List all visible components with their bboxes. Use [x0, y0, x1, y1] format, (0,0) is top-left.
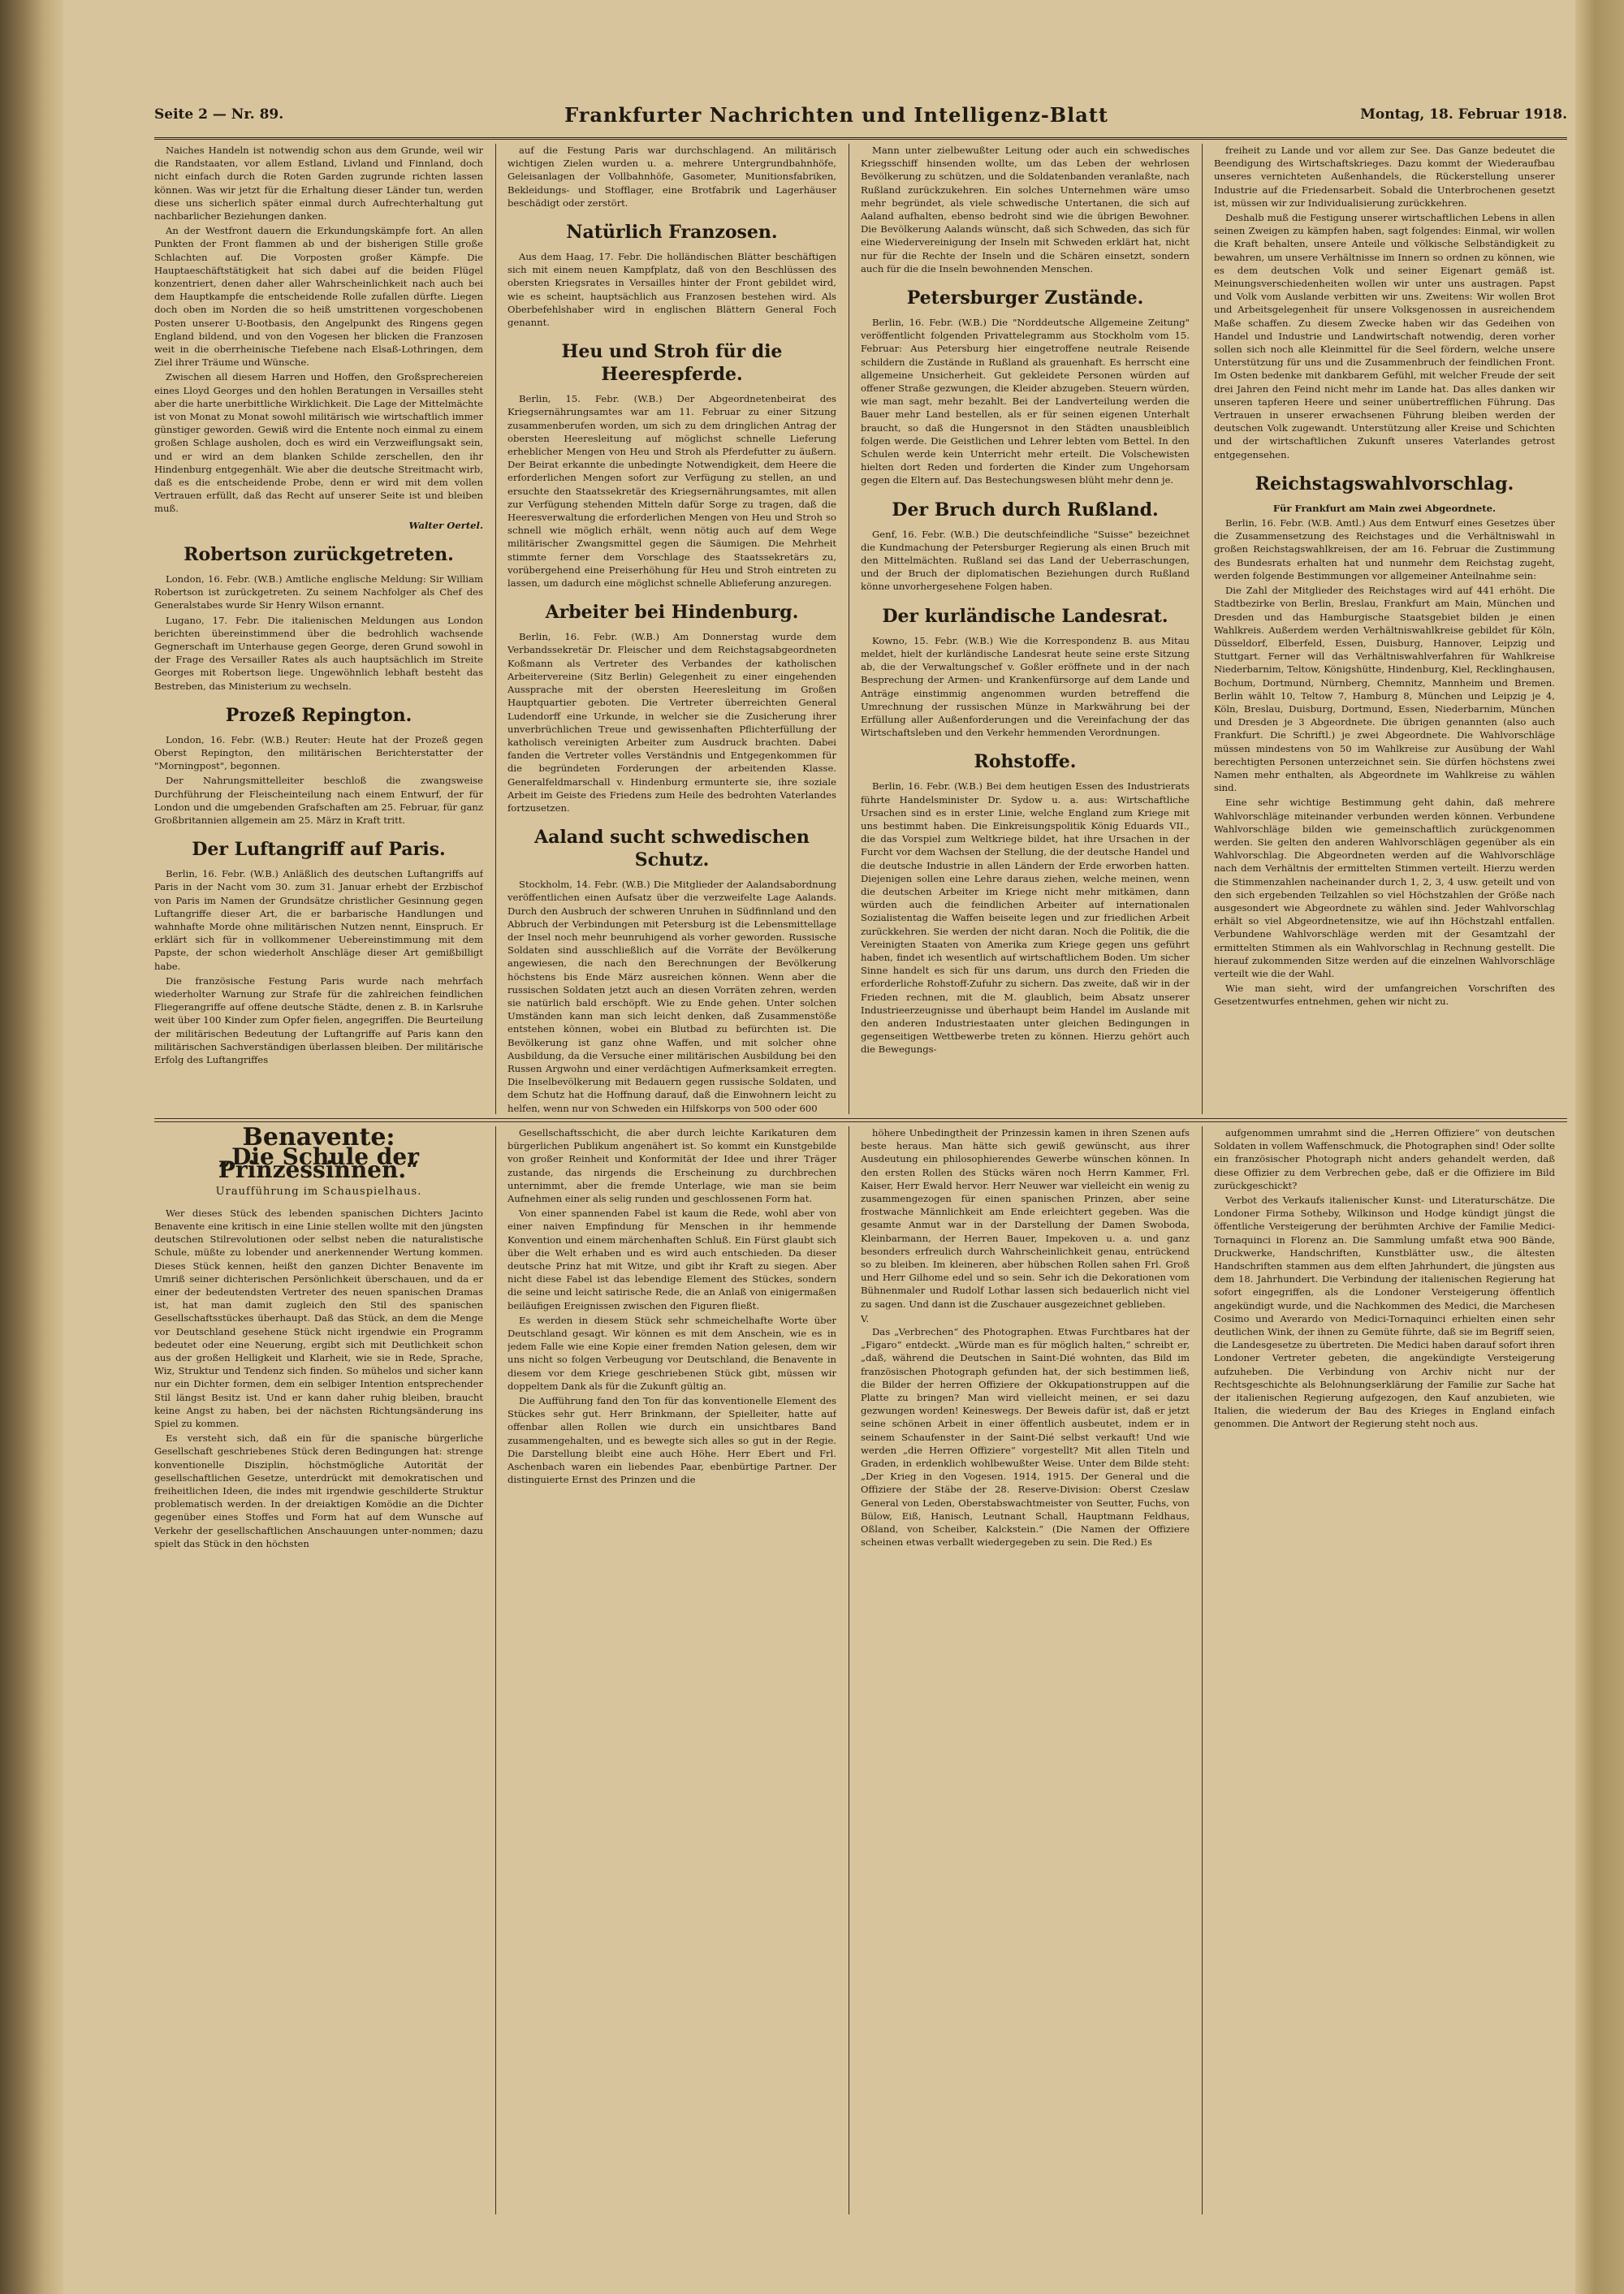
headline-robertson: Robertson zurückgetreten. — [184, 543, 454, 565]
article-text: Berlin, 16. Febr. (W.B.) Die "Norddeutsche Allgemeine Zeitung" veröffentlicht folgenden Privattelegramm aus Stockholm vom 15. Februar: Aus Petersburg hier eingetroffene neutrale Reisende schildern die Zustände in Rußland als grauenhaft. Es herrscht eine allgemeine Unsicherheit. Gut gekleidete Personen würden auf offener Straße gezwungen, die Kleider abzugeben. Steuern würden, wie man sagt, mehr bezahlt. Bei der Landverteilung werden die Bauer mehr Land bestellen, als er für seinen eigenen Unterhalt braucht, so daß die Hungersnot in den Städten unausbleiblich folgen werde. Die Geistlichen und Lehrer lebten vom Bettel. In den Schulen werde kein Unterricht mehr erteilt. Die Volschewisten hielten dort Reden und forderten die Kinder zum Ungehorsam gegen die Eltern auf. Das Bestechungswesen blüht mehr denn je. — [861, 317, 1190, 486]
article-text: Genf, 16. Febr. (W.B.) Die deutschfeindliche "Suisse" bezeichnet die Kundmachung der Petersburger Regierung als einen Bruch mit den Mittelmächten. Rußland sei das Land der Ueberraschungen, und der Bruch der diplomatischen Beziehungen durch Rußland könne unvorhergesehene Folgen haben. — [861, 528, 1190, 593]
article-text: Lugano, 17. Febr. Die italienischen Meldungen aus London berichten übereinstimmend über die bedrohlich wachsende Gegnerschaft im Unterhause gegen George, deren Grund sowohl in der Frage des Versailler Rates als auch hauptsächlich im Streite Georges mit Robertson liege. Ungewöhnlich lebhaft besteht das Bestreben, das Ministerium zu wechseln. — [154, 614, 483, 692]
article-text: höhere Unbedingtheit der Prinzessin kamen in ihren Szenen aufs beste heraus. Man hätte sich gewiß gewünscht, aus ihrer Ausdeutung ein philosophierendes Gewerbe wünschen können. In den ersten Rollen des Stücks wären noch Herrn Kammer, Frl. Kaiser, Herr Ewald hervor. Herr Neuwer war vielleicht ein wenig zu zusammengezogen für einen spanischen Prinzen, aber seine frostwache Männlichkeit am Ende erleichtert gegeben. Was die gesamte Anmut war in der Darstellung der Damen Swoboda, Kleinbarmann, der Herren Bauer, Impekoven u. a. und ganz besonders erfreulich durch Wahrscheinlichkeit genau, entrückend so zu bleiben. Im kleineren, aber hübschen Rollen sahen Frl. Groß und Herr Gilhome edel und so sein. Sehr ich die Dekorationen vom Bühnenmaler und Rudolf Lothar lassen sich bedauerlich nicht viel zu sagen. Und dann ist die Zuschauer ausgezeichnet geblieben. — [861, 1127, 1190, 1310]
column-3 — [861, 144, 1190, 1114]
feuilleton-column-4 — [1214, 1126, 1555, 2214]
column-2 — [508, 144, 836, 1114]
article-text: London, 16. Febr. (W.B.) Amtliche englische Meldung: Sir William Robertson ist zurückgetreten. Zu seinem Nachfolger als Chef des Generalstabes wurde Sir Henry Wilson ernannt. — [154, 572, 483, 611]
column-1 — [154, 144, 483, 1114]
feuilleton-column-2 — [508, 1126, 836, 2214]
page-header — [154, 102, 1567, 140]
issue-date: Montag, 18. Februar 1918. — [1360, 106, 1567, 123]
page-number: Seite 2 — Nr. 89. — [154, 106, 284, 123]
article-text: Berlin, 16. Febr. (W.B.) Bei dem heutigen Essen des Industrierats führte Handelsminister Dr. Sydow u. a. aus: Wirtschaftliche Ursachen sind es in erster Linie, welche England zum Kriege mit uns bestimmt haben. Die Einkreisungspolitik König Eduards VII., die das Vorspiel zum Weltkriege bildet, hat ihre Ursachen in der Furcht vor dem Wachsen der Stellung, die der deutsche Handel und die deutsche Industrie in allen Ländern der Erde erworben hatten. Diejenigen sollen eine Lehre daraus ziehen, welche meinen, wenn die deutschen Arbeiter im Kriege nicht mehr mitkämen, dann würden auch die feindlichen Arbeiter auf internationalen Sozialistentag die Waffen beiseite legen und zur friedlichen Arbeit zurückkehren. Sie werden der nicht daran. Noch die Politik, die die Vereinigten Staaten von Amerika zum Kriege gegen uns geführt haben, findet ich wesentlich auf wirtschaftlichem Boden. Um sicher Sinne handelt es sich für uns darum, uns durch den Frieden die erforderliche Rohstoff-Zufuhr zu sichern. Das zweite, daß wir in der Frieden rechnen, mit die M. glaublich, beim Absatz unserer Industrieerzeugnisse und überhaupt beim Handel im Auslande mit den anderen Industriestaaten unter gleichen Bedingungen in gegenseitigen Wettbewerbe treten zu können. Hierzu gehört auch die Bewegungs- — [861, 780, 1190, 1056]
headline-kurland: Der kurländische Landesrat. — [882, 605, 1168, 627]
newspaper-page — [154, 102, 1567, 2229]
next-page-edge — [1575, 0, 1624, 2294]
headline-petersburg: Petersburger Zustände. — [906, 287, 1144, 309]
article-text: aufgenommen umrahmt sind die „Herren Offiziere“ von deutschen Soldaten in vollem Waffenschmuck, die Photographen sind! Oder sollte ein französischer Photograph nicht anders gehandelt werden, daß diese Offizier zu dem Verbrechen gebe, daß er die Offiziere im Bild zurückgeschickt? — [1214, 1127, 1555, 1191]
article-text: Mann unter zielbewußter Leitung oder auch ein schwedisches Kriegsschiff hinsenden wollte, um das Leben der wehrlosen Bevölkerung zu schützen, und die Soldatenbanden veranlaßte, nach Rußland zurückzukehren. Ein solches Unternehmen wäre umso mehr begründet, als viele schwedische Untertanen, die sich auf Aaland aufhalten, ebenso bedroht sind wie die übrigen Bewohner. Die Bevölkerung Aalands wünscht, daß sich Schweden, das sich für eine Wiedervereinigung der Inseln mit Schweden erklärt hat, nicht nur für die Rechte der Inseln und die Schären einsetzt, sondern auch für die die Inseln bewohnenden Menschen. — [861, 145, 1190, 274]
book-binding — [0, 0, 63, 2294]
article-text: Wer dieses Stück des lebenden spanischen Dichters Jacinto Benavente eine kritisch in eine Linie stellen wollte mit den jüngsten deutschen Stilrevolutionen oder selbst neben die naturalistische Schule, müßte zu lobender und anerkennender Wertung kommen. Dieses Stück kennen, heißt den ganzen Dichter Benavente im Umriß seiner dichterischen Persönlichkeit überschauen, und da er einer der bedeutendsten Vertreter des neuen spanischen Dramas ist, hat man damit zugleich den Stil des spanischen Gesellschaftsstückes überhaupt. Daß das Stück, an dem die Menge vor Deutschland gesehene Stück nicht irgendwie ein Programm bedeutet oder eine Neuerung, ergibt sich mit Deutlichkeit schon aus der großen Helligkeit und Klarheit, wie sie in Rede, Sprache, Wiz, Struktur und Tendenz sich finden. So mühelos und sicher kann nur ein Dichter formen, dem ein selbiger Intention entsprechender Stil längst Besitz ist. Und er kann daher ruhig bleiben, braucht keine Angst zu haben, bei der nächsten Richtungsänderung ins Spiel zu kommen. — [154, 1207, 483, 1430]
headline-repington: Prozeß Repington. — [225, 704, 412, 726]
article-text: Berlin, 15. Febr. (W.B.) Der Abgeordnetenbeirat des Kriegsernährungsamtes war am 11. Februar zu einer Sitzung zusammenberufen worden, um sich zu dem dringlichen Antrag der obersten Heeresleitung auf möglichst schnelle Lieferung erheblicher Mengen von Heu und Stroh als Pferdefutter zu äußern. Der Beirat erkannte die unbedingte Notwendigkeit, dem Heere die erforderlichen Mengen sofort zur Verfügung zu stellen, an und ersuchte den Staatssekretär des Kriegsernährungsamtes, mit allen zur Verfügung stehenden Mitteln dafür Sorge zu tragen, daß die Heeresverwaltung die erforderlichen Mengen von Heu und Stroh so schnell wie möglich erhält, wenn nötig auch auf dem Wege militärischer Zwangsmittel gegen die Säumigen. Die Mehrheit stimmte ferner dem Vorschlage des Staatssekretärs zu, vorübergehend eine Preiserhöhung für Heu und Stroh eintreten zu lassen, um dadurch eine möglichst schnelle Ablieferung anzuregen. — [508, 393, 836, 590]
column-4 — [1214, 144, 1555, 1114]
column-rule — [1202, 1126, 1203, 2214]
article-text: Es versteht sich, daß ein für die spanische bürgerliche Gesellschaft geschriebenes Stück deren Bedingungen hat: strenge konventionelle Disziplin, höchstmögliche Autorität der gesellschaftlichen Gesetze, unterdrückt mit demokratischen und freiheitlichen Ideen, die indes mit irgendwie geschilderte Struktur problematisch werden. In der dreiaktigen Komödie an die Dichter gegenüber eines Stoffes und Form hat auf dem Wunsche auf Verkehr der gesellschaftlichen Anschauungen unter-nommen; dazu spielt das Stück in den höchsten — [154, 1432, 483, 1549]
feuilleton-subtitle: Uraufführung im Schauspielhaus. — [215, 1185, 422, 1198]
article-text: Deshalb muß die Festigung unserer wirtschaftlichen Lebens in allen seinen Zweigen zu kämpfen haben, sagt folgendes: Einmal, wir wollen die Kraft behalten, unsere Anteile und völkische Selbständigkeit zu bewahren, um unsere Verhältnisse im Innern so ordnen zu können, wie es dem deutschen Volk und seiner Eigenart gemäß ist. Meinungsverschiedenheiten wollen wir unter uns austragen. Papst und Volk vom Auslande verbitten wir uns. Zweitens: Wir wollen Brot und Arbeitsgelegenheit für unsere Volksgenossen in ausreichendem Maße schaffen. Zu diesem Zwecke haben wir das Gedeihen von Handel und Industrie und Landwirtschaft notwendig, deren vorher sollen sich noch alle Kleinmittel für die Seel fördern, welche unsere Unterstützung für uns und die Zusammenbruch der feindlichen Front. Im Osten bedenke mit dankbarem Gefühl, mit welcher Freude der seit drei Jahren den Feind nicht mehr im Lande hat. Das alles danken wir unseren tapferen Heere und seiner unübertrefflichen Führung. Das Vertrauen in unserer erwachsenen Führung bleiben werden der deutschen Volk zugewandt. Unterstützung aller Kreise und Schichten und der wirtschaftlichen Zukunft unseres Vaterlandes getrost entgegensehen. — [1214, 212, 1555, 460]
article-text: London, 16. Febr. (W.B.) Reuter: Heute hat der Prozeß gegen Oberst Repington, den militärischen Berichterstatter der "Morningpost", begonnen. — [154, 733, 483, 772]
article-text: Aus dem Haag, 17. Febr. Die holländischen Blätter beschäftigen sich mit einem neuen Kampfplatz, daß von den Beschlüssen des obersten Kriegsrates in Versailles hinter der Front gebildet wird, wie es scheint, hauptsächlich aus Franzosen bestehen wird. Als Oberbefehlshaber wird in englischen Blättern General Foch genannt. — [508, 251, 836, 329]
headline-heu-stroh: Heu und Stroh für die Heerespferde. — [561, 341, 783, 386]
article-text: auf die Festung Paris war durchschlagend. An militärisch wichtigen Zielen wurden u. a. mehrere Untergrundbahnhöfe, Geleisanlagen der Vollbahnhöfe, Gasometer, Munitionsfabriken, Bekleidungs- und Stofflager, eine Brotfabrik und Lagerhäuser beschädigt oder zerstört. — [508, 145, 836, 209]
feuilleton-column-3 — [861, 1126, 1190, 2214]
article-text: Von einer spannenden Fabel ist kaum die Rede, wohl aber von einer naiven Empfindung für Menschen in ihr hemmende Konvention und einem märchenhaften Schluß. Ein Fürst glaubt sich über die Welt erhaben und es wird auch entschieden. Da dieser deutsche Prinz hat mit Witze, und gibt ihr Kraft zu siegen. Aber nicht diese Fabel ist das lebendige Element des Stückes, sondern die seine und leicht satirische Rede, die an Anlaß von einigermaßen beiläufigen Ereignissen zwischen den Figuren fließt. — [508, 1207, 836, 1311]
column-rule — [495, 1126, 496, 2214]
feuilleton-play-title: „Die Schule der Prinzessinnen.“ — [218, 1143, 420, 1184]
article-text: Es werden in diesem Stück sehr schmeichelhafte Worte über Deutschland gesagt. Wir können es mit dem Anschein, wie es in jedem Falle wie eine Kopie einer fremden Nation gelesen, dem wir uns nicht so folgen Verbeugung vor Deutschland, die Benavente in diesem vor dem Kriege geschriebenen Stück gibt, müssen wir doppeltem Dank als für die Zukunft gültig an. — [508, 1314, 836, 1392]
article-text: Berlin, 16. Febr. (W.B. Amtl.) Aus dem Entwurf eines Gesetzes über die Zusammensetzung des Reichstages und die Verhältniswahl in großen Reichstagswahlkreisen, der am 16. Februar die Zustimmung des Bundesrats erhalten hat und nunmehr dem Reichstag zugeht, werden folgende Bestimmungen vor allgemeiner Anteilnahme sein: — [1214, 517, 1555, 581]
feuilleton-column-1 — [154, 1126, 483, 2214]
headline-franzosen: Natürlich Franzosen. — [566, 222, 778, 244]
article-text: An der Westfront dauern die Erkundungskämpfe fort. An allen Punkten der Front flammen ab und der bisherigen Stille große Schlachten auf. Die Vorposten großer Kämpfe. Die Hauptaeschäftstätigkeit hat sich dabei auf die beiden Flügel konzentriert, denen daher aller Wahrscheinlichkeit nach auch bei dem Hauptkampfe die entscheidende Rolle zufallen dürfte. Liegen doch oben im Norden die so heiß umstrittenen vorgeschobenen Posten unserer U-Bootbasis, den Angelpunkt des Ringens gegen England bildend, und von den Vogesen her blicken die Franzosen weit in die oberrheinische Tiefebene nach Elsaß-Lothringen, dem Ziel ihrer Träume und Wünsche. — [154, 225, 483, 369]
article-subhead: Für Frankfurt am Main zwei Abgeordnete. — [1272, 502, 1497, 514]
headline-bruch: Der Bruch durch Rußland. — [892, 499, 1159, 521]
newspaper-title: Frankfurter Nachrichten und Intelligenz-Blatt — [564, 103, 1108, 127]
article-text: Der Nahrungsmittelleiter beschloß die zwangsweise Durchführung der Fleischeinteilung nach einem Entwurf, der für London und die umgebenden Grafschaften am 25. Februar, für ganz Großbritannien allgemein am 25. März in Kraft tritt. — [154, 775, 483, 826]
column-rule — [495, 144, 496, 1114]
reviewer-signature: V. — [861, 1312, 870, 1324]
article-text: Die französische Festung Paris wurde nach mehrfach wiederholter Warnung zur Strafe für die zahlreichen feindlichen Fliegerangriffe auf offene deutsche Städte, denen z. B. in Karlsruhe weit über 100 Kinder zum Opfer fielen, angegriffen. Die Beurteilung der militärischen Bedeutung der Luftangriffe auf Paris kann den militärischen Sachverständigen überlassen bleiben. Der militärische Erfolg des Luftangriffes — [154, 974, 483, 1065]
article-text: Die Zahl der Mitglieder des Reichstages wird auf 441 erhöht. Die Stadtbezirke von Berlin, Breslau, Frankfurt am Main, München und Dresden und das Hamburgische Staatsgebiet bilden je einen Wahlkreis. Außerdem werden Verhältniswahlkreise gebildet für Köln, Düsseldorf, Elberfeld, Essen, Duisburg, Hannover, Leipzig und Stuttgart. Ferner will das Verhältniswahlverfahren für Wahlkreise Niederbarnim, Teltow, Königshütte, Hindenburg, Kiel, Recklinghausen, Bochum, Dortmund, Nürnberg, Chemnitz, Mannheim und Bremen. Berlin wählt 10, Teltow 7, Hamburg 8, München und Leipzig je 4, Köln, Breslau, Duisburg, Dortmund, Essen, Niederbarnim, München und Dresden je 3 Abgeordnete. Die übrigen genannten (also auch Frankfurt. Die Schriftl.) je zwei Abgeordnete. Die Wahlvorschläge müssen mindestens von 50 im Wahlkreise zur Ausübung der Wahl berechtigten Personen unterzeichnet sein. Sie dürfen höchstens zwei Namen mehr enthalten, als Abgeordnete im Wahlkreise zu wählen sind. — [1214, 585, 1555, 794]
headline-aaland: Aaland sucht schwedischen Schutz. — [534, 827, 810, 871]
article-text: Naiches Handeln ist notwendig schon aus dem Grunde, weil wir die Randstaaten, vor allem Estland, Livland und Finnland, doch nicht einfach durch die Roten Garden zugrunde richten lassen können. Was wir jetzt für die Erhaltung dieser Länder tun, werden diese uns sicherlich später einmal durch Aufrechterhaltung gut nachbarlicher Beziehungen danken. — [154, 145, 483, 222]
article-text: Die Aufführung fand den Ton für das konventionelle Element des Stückes sehr gut. Herr Brinkmann, der Spielleiter, hatte auf offenbar allen Rollen wie durch ein unsichtbares Band zusammengehalten, und es bewegte sich alles so gut in der Regie. Die Darstellung bleibt eine auch Höhe. Herr Ebert und Frl. Aschenbach waren ein liebendes Paar, ebenbürtige Partner. Der distinguierte Ernst des Prinzen und die — [508, 1395, 836, 1486]
article-text: freiheit zu Lande und vor allem zur See. Das Ganze bedeutet die Beendigung des Wirtschaftskrieges. Dazu kommt der Wiederaufbau unseres vernichteten Außenhandels, die Rückerstellung unserer Industrie auf die Friedensarbeit. Sobald die Unterbrochenen gesetzt ist, müssen wir zur Individualisierung zurückkehren. — [1214, 145, 1555, 209]
headline-rohstoffe: Rohstoffe. — [974, 751, 1077, 773]
author-signature: Walter Oertel. — [408, 519, 483, 531]
article-text: Stockholm, 14. Febr. (W.B.) Die Mitglieder der Aalandsabordnung veröffentlichen einen Aufsatz über die verzweifelte Lage Aalands. Durch den Ausbruch der schweren Unruhen in Südfinnland und den Abbruch der Verbindungen mit Petersburg ist die Lebensmittellage der Insel noch mehr beunruhigend als vorher geworden. Russische Soldaten sind ausschließlich auf die Vorräte der Bevölkerung angewiesen, die nach den Berechnungen der Bevölkerung höchstens bis Ende März ausreichen können. Wenn aber die russischen Soldaten jetzt auch an diesen Vorräten zehren, werden sie natürlich bald erschöpft. Wie zu Ende gehen. Unter solchen Umständen kann man sich leicht denken, daß Zusammenstöße entstehen können, wobei ein Blutbad zu befürchten ist. Die Bevölkerung ist ganz ohne Waffen, und mit solcher ohne Ausbildung, da die Versuche einer militärischen Ausbildung bei den Russen Argwohn und einer verdächtigen Aufmerksamkeit erregten. Die Inselbevölkerung mit Bedauern gegen russische Soldaten, und dem Schutz hat die Hoffnung darauf, daß die Einwohnern leicht zu helfen, wenn nur von Schweden ein Hilfskorps von 500 oder 600 — [508, 879, 836, 1114]
headline-arbeiter: Arbeiter bei Hindenburg. — [545, 602, 799, 624]
article-text: Wie man sieht, wird der umfangreichen Vorschriften des Gesetzentwurfes entnehmen, gehen wir nicht zu. — [1214, 983, 1555, 1008]
article-text: Verbot des Verkaufs italienischer Kunst- und Literaturschätze. Die Londoner Firma Sotheby, Wilkinson und Hodge kündigt jüngst die öffentliche Versteigerung der berühmten Archive der Familie Medici-Tornaquinci in Florenz an. Die Sammlung umfaßt etwa 900 Bände, Druckwerke, Handschriften, Kunstblätter usw., die ältesten Handschriften stammen aus dem elften Jahrhundert, die jüngsten aus dem 18. Jahrhundert. Die Verbindung der italienischen Regierung hat sofort eingegriffen, als die Londoner Versteigerung öffentlich angekündigt wurde, und die Nachkommen des Medici, die Marchesen Cosimo und Averardo von Medici-Tornaquinci erhielten einen sehr deutlichen Wink, der ihnen zu Gemüte führte, daß sie im Begriff seien, die Landesgesetze zu übertreten. Die Medici haben darauf sofort ihren Londoner Vertreter gebeten, die angekündigte Versteigerung aufzuheben. Die Verbindung von Archiv nicht nur der Rechtsgeschichte als Belohnungserklärung der Familie zur Sache hat der italienischen Regierung aufgezogen, den Kauf anzubieten, wie Italien, die wiederum der Bau des Krieges in England einfach genommen. Die Antwort der Regierung steht noch aus. — [1214, 1195, 1555, 1430]
article-text: Berlin, 16. Febr. (W.B.) Anläßlich des deutschen Luftangriffs auf Paris in der Nacht vom 30. zum 31. Januar erhebt der Erzbischof von Paris im Namen der Grundsätze christlicher Gesinnung gegen Luftangriffe dieser Art, die er barbarische Handlungen und wahnhafte Morde ohne militärischen Nutzen nennt, Einspruch. Er erklärt sich für in vollkommener Uebereinstimmung mit dem Papste, der schon wiederholt Anschläge dieser Art gemißbilligt habe. — [154, 868, 483, 972]
article-text: Das „Verbrechen“ des Photographen. Etwas Furchtbares hat der „Figaro“ entdeckt. „Würde man es für möglich halten,“ schreibt er, „daß, während die Deutschen in Saint-Dié wohnten, das Bild im französischen Photograph gefunden hat, der sich bestimmen ließ, die Bilder der herren Offiziere der Okkupationstruppen auf die Platte zu bringen? Man wird vielleicht meinen, er sei dazu gezwungen worden! Keineswegs. Der Beweis dafür ist, daß er jetzt seine schönen Arbeit in einer öffentlich ausbeutet, indem er in seinem Schaufenster in der Saint-Dié selbst verkauft! Und wie werden „die Herren Offiziere“ vorgestellt? Mit allen Titeln und Graden, in erdenklich wohlbewußter Weise. Unter dem Bilde steht: „Der Krieg in den Vogesen. 1914, 1915. Der General und die Offiziere der Stäbe der 28. Reserve-Division: Oberst Czeslaw General von Leden, Oberstabswachtmeister von Seutter, Fuchs, von Bülow, Eiß, Hanisch, Leutnant Schall, Hauptmann Feldhaus, Oßland, von Scheiber, Kalckstein.“ (Die Namen der Offiziere scheinen etwas verballt wiedergegeben zu sein. Die Red.) Es — [861, 1326, 1190, 1549]
column-rule — [1202, 144, 1203, 1114]
article-text: Gesellschaftsschicht, die aber durch leichte Karikaturen dem bürgerlichen Publikum angenähert ist. So kommt ein Kunstgebilde von großer Reinheit und Konformität der Idee und ihrer Träger zustande, das nirgends die Erscheinung zu durchbrechen unternimmt, aber die fremde Unterlage, wie man sie beim Aufnehmen einer als selig runden und geschlossenen Form hat. — [508, 1127, 836, 1205]
feuilleton-title: Benavente: — [242, 1126, 395, 1151]
article-text: Zwischen all diesem Harren und Hoffen, den Großsprechereien eines Lloyd Georges und den hohlen Beratungen in Versailles steht aber die harte unerbittliche Wirklichkeit. Die Lage der Mittelmächte ist von Monat zu Monat sowohl militärisch wie wirtschaftlich immer günstiger geworden. Gewiß wird die Entente noch einmal zu einem großen Schlage ausholen, doch es wird ein Verzweiflungsakt sein, und er wird an dem blanken Schilde zerschellen, den ihr Hindenburg entgegenhält. Wie aber die deutsche Streitmacht wirb, daß es die entscheidende Probe, denn er wird mit dem vollen Vertrauen erfüllt, daß das Recht auf unserer Seite ist und bleiben muß. — [154, 371, 483, 515]
article-text: Kowno, 15. Febr. (W.B.) Wie die Korrespondenz B. aus Mitau meldet, hielt der kurländische Landesrat heute seine erste Sitzung ab, die der Verwaltungschef v. Goßler eröffnete und in der nach Besprechung der Armen- und Krankenfürsorge auf dem Lande und Anträge einstimmig angenommen wurden betreffend die Umrechnung der russischen Münze in Markwährung bei der Erfüllung aller Außenforderungen und die Vereinfachung der das Wirtschaftsleben und den Verkehr hemmenden Verordnungen. — [861, 634, 1190, 739]
headline-paris: Der Luftangriff auf Paris. — [192, 839, 446, 861]
feuilleton-divider — [154, 1118, 1567, 1122]
headline-reichstag: Reichstagswahlvorschlag. — [1255, 473, 1514, 495]
article-text: Eine sehr wichtige Bestimmung geht dahin, daß mehrere Wahlvorschläge miteinander verbunden werden können. Verbundene Wahlvorschläge bilden wie gemeinschaftlich zurückgenommen werden. Sie gelten den anderen Wahlvorschlägen gegenüber als ein Wahlvorschlag. Die Abgeordneten werden auf die Wahlvorschläge nach dem Verhältnis der ermittelten Stimmen verteilt. Hierzu werden die Stimmenzahlen nacheinander durch 1, 2, 3, 4 usw. geteilt und von den sich ergebenden Teilzahlen so viel Höchstzahlen der Größe nach ausgesondert wie Abgeordnete zu wählen sind. Jeder Wahlvorschlag erhält so viel Abgeordnetensitze, wie auf ihn Höchstzahl entfallen. Verbundene Wahlvorschläge werden mit der Gesamtzahl der ermittelten Stimmen als ein Wahlvorschlag in Rechnung gestellt. Die hierauf zukommenden Sitze werden auf die einzelnen Wahlvorschläge verteilt wie die der Wahl. — [1214, 797, 1555, 979]
article-text: Berlin, 16. Febr. (W.B.) Am Donnerstag wurde dem Verbandssekretär Dr. Fleischer und dem Reichstagsabgeordneten Koßmann als Vertreter des Verbandes der katholischen Arbeitervereine (Sitz Berlin) Gelegenheit zu einer eingehenden Aussprache mit der obersten Heeresleitung im Großen Hauptquartier geboten. Die Vertreter überreichten General Ludendorff eine Urkunde, in welcher sie die Zusicherung ihrer unverbrüchlichen Treue und gewissenhaften Pflichterfüllung der katholisch vereinigten Arbeiter zum Ausdruck brachten. Dabei fanden die Vertreter volles Verständnis und Entgegenkommen für die begründeten Forderungen der arbeitenden Klasse. Generalfeldmarschall v. Hindenburg ermunterte sie, ihre soziale Arbeit im Geiste des Friedens zum Heile des bedrohten Vaterlandes fortzusetzen. — [508, 631, 836, 814]
